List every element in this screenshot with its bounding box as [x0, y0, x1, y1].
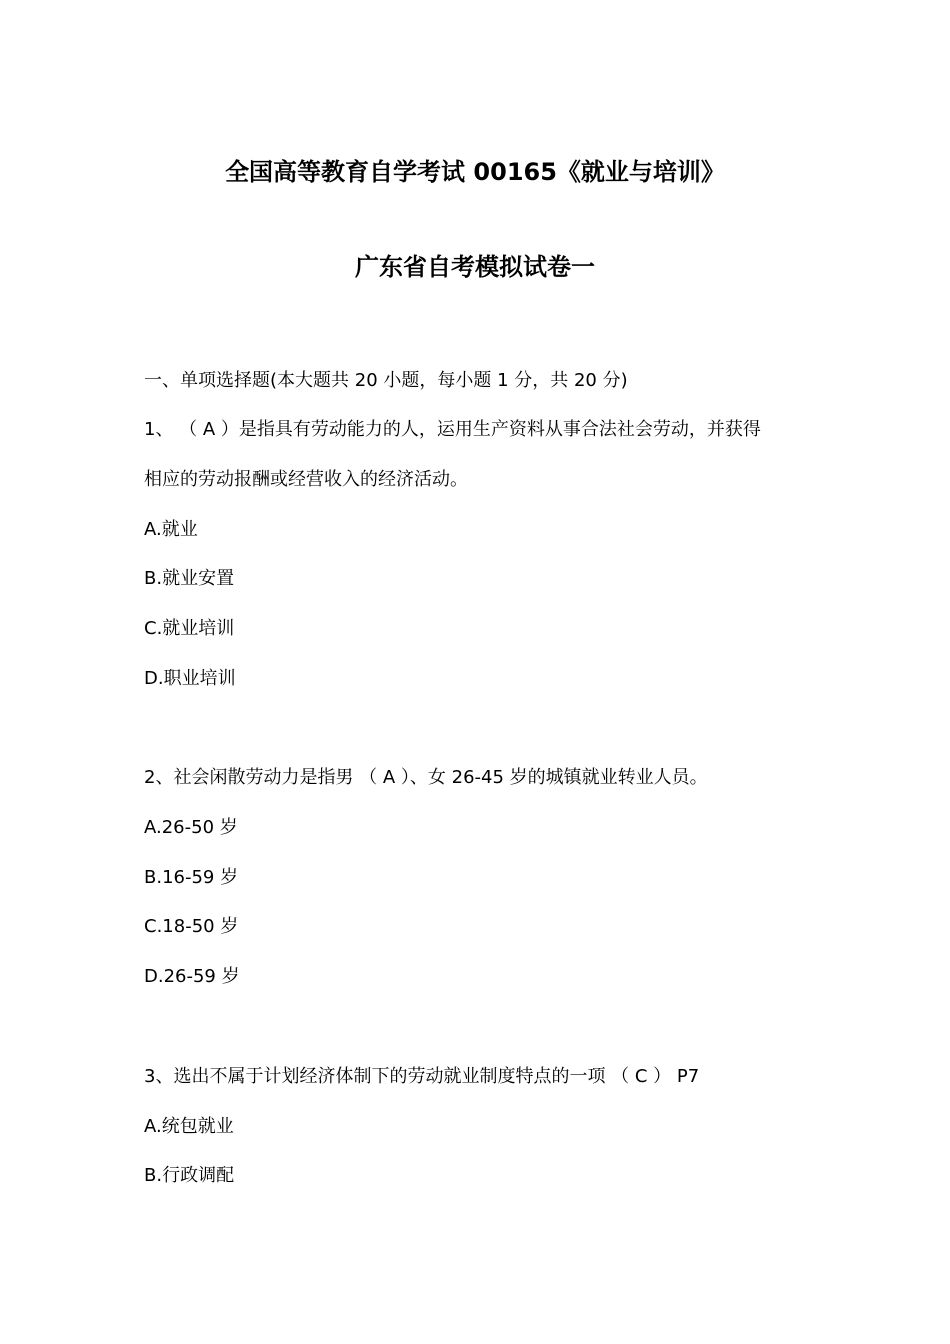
- question-1-stem-line1: 1、 （ A ）是指具有劳动能力的人，运用生产资料从事合法社会劳动，并获得: [144, 419, 761, 440]
- question-1-option-b: B.就业安置: [144, 568, 235, 589]
- question-3-stem: 3、选出不属于计划经济体制下的劳动就业制度特点的一项 （ C ） P7: [144, 1066, 700, 1087]
- question-3-option-a: A.统包就业: [144, 1116, 234, 1137]
- question-1-stem-line2: 相应的劳动报酬或经营收入的经济活动。: [144, 469, 468, 490]
- question-1-option-a: A.就业: [144, 519, 198, 540]
- exam-subtitle: 广东省自考模拟试卷一: [355, 253, 595, 281]
- question-2-stem: 2、社会闲散劳动力是指男 （ A ）、女 26-45 岁的城镇就业转业人员。: [144, 767, 708, 788]
- question-2-option-a: A.26-50 岁: [144, 817, 238, 838]
- question-2-option-b: B.16-59 岁: [144, 867, 239, 888]
- question-3-option-b: B.行政调配: [144, 1165, 235, 1186]
- question-1-option-d: D.职业培训: [144, 668, 236, 689]
- question-2-option-c: C.18-50 岁: [144, 916, 239, 937]
- exam-title: 全国高等教育自学考试 00165《就业与培训》: [225, 158, 725, 186]
- question-1-option-c: C.就业培训: [144, 618, 235, 639]
- section-heading: 一、单项选择题(本大题共 20 小题，每小题 1 分，共 20 分): [144, 370, 628, 391]
- question-2-option-d: D.26-59 岁: [144, 966, 240, 987]
